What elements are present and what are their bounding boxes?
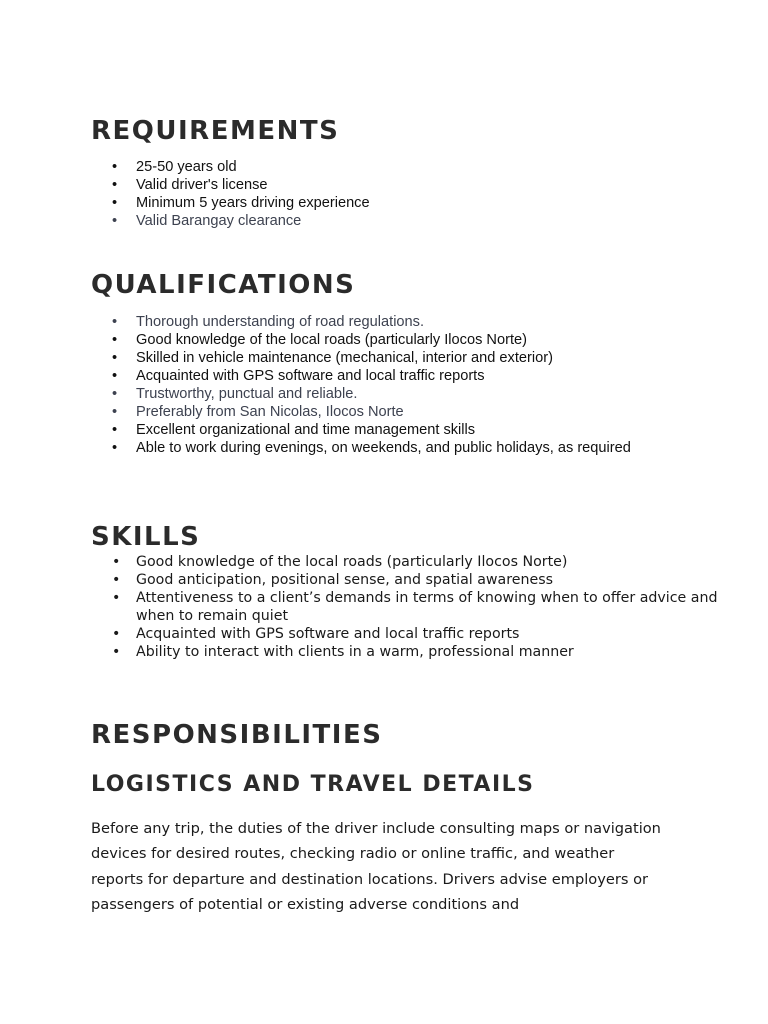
list-item: • Skilled in vehicle maintenance (mechanical, interior and exterior) bbox=[91, 349, 731, 367]
logistics-subheading: LOGISTICS AND TRAVEL DETAILS bbox=[91, 772, 535, 797]
list-item: • Acquainted with GPS software and local traffic reports bbox=[91, 367, 731, 385]
list-item: • Good anticipation, positional sense, and spatial awareness bbox=[91, 571, 731, 589]
list-item: • Acquainted with GPS software and local traffic reports bbox=[91, 625, 731, 643]
qualifications-heading: QUALIFICATIONS bbox=[91, 270, 356, 300]
list-item: • Attentiveness to a client’s demands in terms of knowing when to offer advice and when to remain quiet bbox=[91, 589, 731, 625]
list-item: • Trustworthy, punctual and reliable. bbox=[91, 385, 731, 403]
list-item: • Good knowledge of the local roads (particularly Ilocos Norte) bbox=[91, 553, 731, 571]
list-item: • Good knowledge of the local roads (particularly Ilocos Norte) bbox=[91, 331, 731, 349]
requirements-list bbox=[91, 158, 731, 230]
list-item: • Preferably from San Nicolas, Ilocos Norte bbox=[91, 403, 731, 421]
skills-heading: SKILLS bbox=[91, 522, 201, 552]
responsibilities-heading: RESPONSIBILITIES bbox=[91, 720, 383, 750]
logistics-paragraph: Before any trip, the duties of the driver include consulting maps or navigation devices for desired routes, checking radio or online traffic, and weather reports for departure and destination locations. Drivers advise employers or passengers of potential or existing adverse conditions and bbox=[91, 820, 661, 913]
list-item: • Ability to interact with clients in a warm, professional manner bbox=[91, 643, 731, 661]
list-item: • Minimum 5 years driving experience bbox=[91, 194, 731, 212]
list-item: • Valid Barangay clearance bbox=[91, 212, 731, 230]
list-item: • Able to work during evenings, on weekends, and public holidays, as required bbox=[91, 439, 731, 457]
skills-list bbox=[91, 553, 731, 661]
list-item: • Thorough understanding of road regulations. bbox=[91, 313, 731, 331]
list-item: • 25-50 years old bbox=[91, 158, 731, 176]
qualifications-list bbox=[91, 313, 731, 457]
list-item: • Excellent organizational and time management skills bbox=[91, 421, 731, 439]
requirements-heading: REQUIREMENTS bbox=[91, 116, 340, 146]
list-item: • Valid driver's license bbox=[91, 176, 731, 194]
